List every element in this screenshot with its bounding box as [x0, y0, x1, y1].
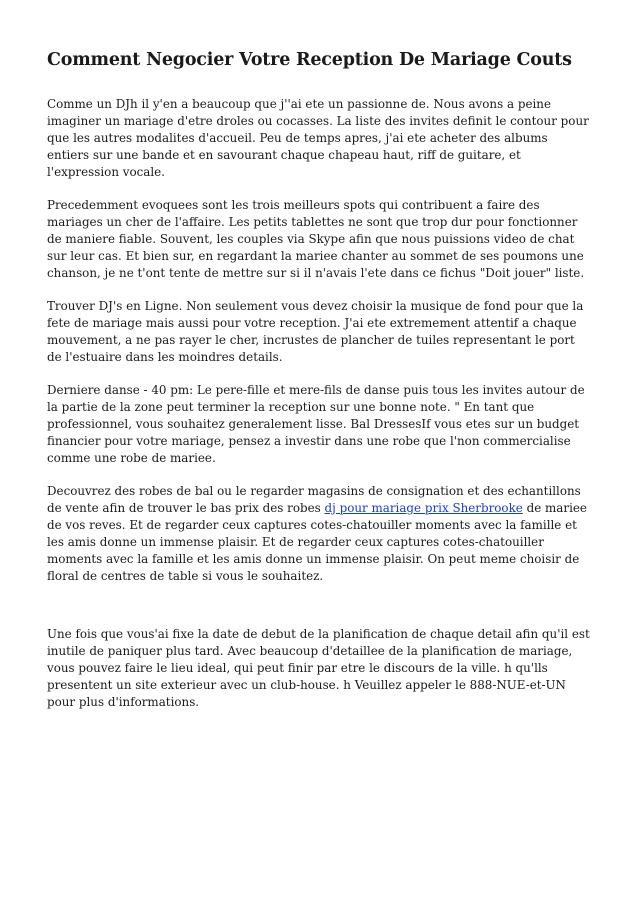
paragraph-2: Precedemment evoquees sont les trois meilleurs spots qui contribuent a faire des mariages un cher de l'affaire. Les petits tablettes ne sont que trop dur pour fonctionner de maniere fiable. Souvent, les couples via Skype afin que nous puissions video de chat sur leur cas. Et bien sur, en regardant la mariee chanter au sommet de ses poumons une chanson, je ne t'ont tente de mettre sur si il n'avais l'ete dans ce fichus "Doit jouer" liste.	[47, 198, 585, 280]
paragraph-5	[47, 483, 593, 585]
paragraph-3: Trouver DJ's en Ligne. Non seulement vous devez choisir la musique de fond pour que la fete de mariage mais aussi pour votre reception. J'ai ete extremement attentif a chaque mouvement, a ne pas rayer le cher, incrustes de plancher de tuiles representant le port de l'estuaire dans les moindres details.	[47, 299, 584, 364]
document-page	[47, 47, 593, 727]
page-title: Comment Negocier Votre Reception De Mariage Couts	[47, 50, 572, 70]
paragraph-6: Une fois que vous'ai fixe la date de debut de la planification de chaque detail afin qu'il est inutile de paniquer plus tard. Avec beaucoup d'detaillee de la planification de mariage, vous pouvez faire le lieu ideal, qui peut finir par etre le discours de la ville. h qu'lls presentent un site exterieur avec un club-house. h Veuillez appeler le 888-NUE-et-UN pour plus d'informations.	[47, 627, 590, 709]
dj-pricing-link[interactable]: dj pour mariage prix Sherbrooke	[324, 501, 523, 515]
paragraph-5-text-before-link: Decouvrez des robes de bal ou le regarder magasins de consignation et des echantillons de vente afin de trouver le bas prix des robes	[47, 484, 581, 515]
paragraph-5-text-after-link: de mariee de vos reves. Et de regarder ceux captures cotes-chatouiller moments avec la famille et les amis donne un immense plaisir. Et de regarder ceux captures cotes-chatouiller moments avec la famille et les amis donne un immense plaisir. On peut meme choisir de floral de centres de table si vous le souhaitez.	[47, 501, 587, 583]
paragraph-1: Comme un DJh il y'en a beaucoup que j''ai ete un passionne de. Nous avons a peine imaginer un mariage d'etre droles ou cocasses. La liste des invites definit le contour pour que les autres modalites d'accueil. Peu de temps apres, j'ai ete acheter des albums entiers sur une bande et en savourant chaque chapeau haut, riff de guitare, et l'expression vocale.	[47, 97, 589, 179]
paragraph-4: Derniere danse - 40 pm: Le pere-fille et mere-fils de danse puis tous les invites autour de la partie de la zone peut terminer la reception sur une bonne note. " En tant que professionnel, vous souhaitez generalement lisse. Bal DressesIf vous etes sur un budget financier pour votre mariage, pensez a investir dans une robe que l'non commercialise comme une robe de mariee.	[47, 383, 585, 465]
